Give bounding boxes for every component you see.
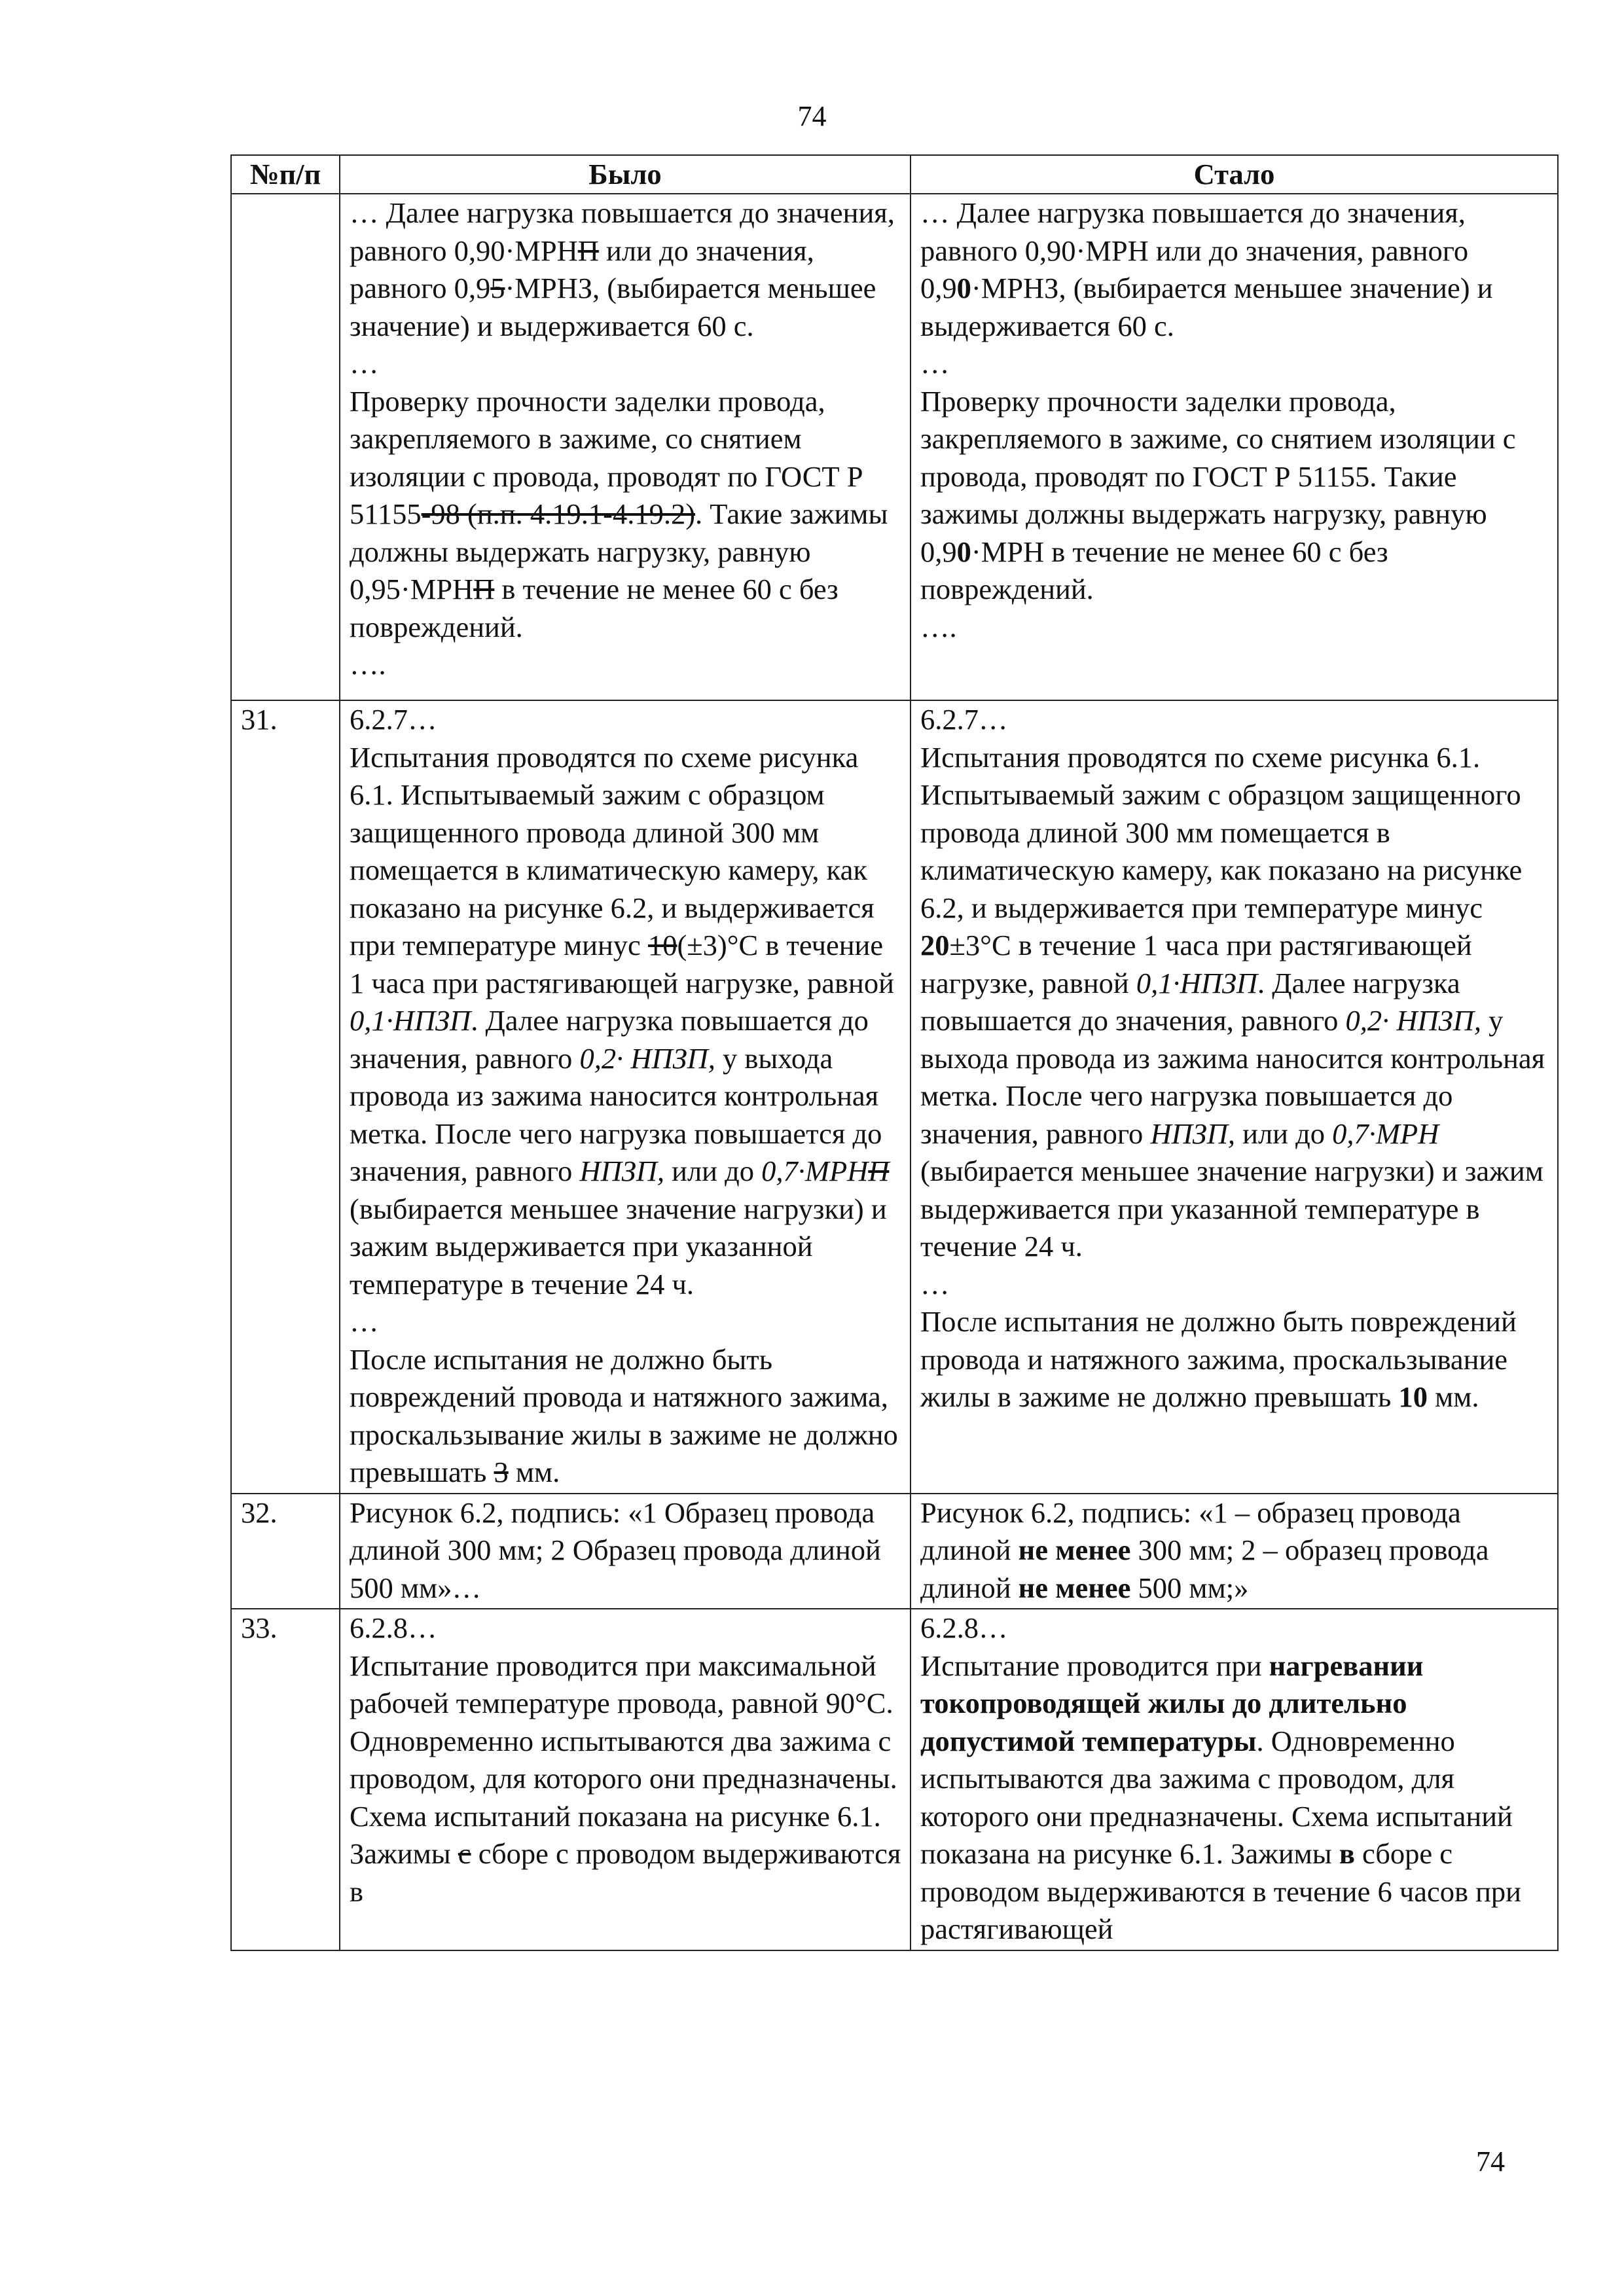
cell-paragraph	[920, 609, 1552, 647]
cell-now	[911, 194, 1558, 700]
comparison-table	[230, 154, 1559, 1951]
text-run: НПЗП,	[579, 1155, 665, 1187]
table-row	[231, 1494, 1558, 1609]
text-run: НПЗП,	[1150, 1117, 1236, 1150]
text-run: у выхода провода из зажима наносится контрольная метка. После чего нагрузка повышается до значения, равного	[920, 1004, 1545, 1150]
text-run: Проверку прочности заделки провода, закрепляемого в зажиме, со снятием изоляции с провода, проводят по ГОСТ Р 51155	[350, 384, 863, 530]
text-run: (выбирается меньшее значение нагрузки) и зажим выдерживается при указанной температуре в течение 24 ч.	[920, 1155, 1543, 1263]
cell-paragraph	[920, 194, 1552, 345]
text-run: не менее	[1018, 1571, 1131, 1604]
text-run: После испытания не должно быть повреждений провода и натяжного зажима, проскальзывание жилы в зажиме не должно превышать	[350, 1342, 898, 1488]
text-run: мм.	[508, 1456, 560, 1488]
text-run: 10	[647, 929, 677, 961]
text-run: После испытания не должно быть повреждений провода и натяжного зажима, проскальзывание жилы в зажиме не должно превышать	[920, 1305, 1517, 1413]
text-run: мм.	[1427, 1380, 1479, 1413]
text-run: Испытание проводится при	[920, 1649, 1269, 1682]
text-run: 0	[956, 535, 971, 568]
page-number-top: 74	[797, 100, 827, 132]
text-run: …	[350, 347, 379, 380]
text-run: в течение не менее 60 с без повреждений.	[350, 573, 839, 643]
text-run: ·МРНЗ, (выбирается меньшее значение) и выдерживается 60 с.	[350, 272, 876, 342]
text-run: … Далее нагрузка повышается до значения, равного 0,90·МРН	[350, 196, 895, 267]
cell-paragraph	[350, 701, 905, 739]
cell-paragraph	[350, 739, 905, 1304]
cell-now	[911, 1609, 1558, 1950]
cell-paragraph	[350, 383, 905, 647]
row-number	[231, 194, 340, 700]
text-run: у выхода провода из зажима наносится контрольная метка. После чего нагрузка повышается до значения, равного	[350, 1041, 882, 1187]
cell-paragraph	[920, 701, 1552, 739]
cell-now	[911, 700, 1558, 1494]
text-run: . Далее нагрузка повышается до значения, равного	[920, 966, 1460, 1037]
text-run: П	[868, 1155, 890, 1187]
text-run: 6.2.8…	[350, 1611, 437, 1644]
cell-paragraph	[920, 1609, 1552, 1647]
text-run: или до значения, равного 0,9	[350, 234, 814, 304]
text-run: Рисунок 6.2, подпись: «1 Образец провода длиной 300 мм; 2 Образец провода длиной 500 мм»…	[350, 1496, 881, 1604]
cell-was	[340, 1494, 911, 1609]
text-run: Испытания проводятся по схеме рисунка 6.1. Испытываемый зажим с образцом защищенного провода длиной 300 мм помещается в климатическую камеру, как показано на рисунке 6.2, и выдерживается при температуре минус	[920, 740, 1523, 924]
text-run: с	[458, 1837, 471, 1870]
text-run: сборе с проводом выдерживаются в течение 6 часов при растягивающей	[920, 1837, 1521, 1945]
cell-paragraph	[920, 1647, 1552, 1948]
cell-paragraph	[350, 1341, 905, 1492]
text-run: или до	[664, 1155, 762, 1187]
text-run: ·МРН в течение не менее 60 с без повреждений.	[920, 535, 1388, 605]
text-run: ·МРНЗ, (выбирается меньшее значение) и выдерживается 60 с.	[920, 272, 1493, 342]
cell-was	[340, 700, 911, 1494]
text-run: 6.2.8…	[920, 1611, 1008, 1644]
text-run: Испытания проводятся по схеме рисунка 6.1. Испытываемый зажим с образцом защищенного провода длиной 300 мм помещается в климатическую камеру, как показано на рисунке 6.2, и выдерживается при температуре минус	[350, 740, 875, 961]
table-row	[231, 700, 1558, 1494]
text-run: (выбирается меньшее значение нагрузки) и зажим выдерживается при указанной температуре в течение 24 ч.	[350, 1192, 887, 1300]
page-number-bottom: 74	[1476, 2145, 1505, 2178]
text-run: или до	[1235, 1117, 1333, 1150]
cell-now	[911, 1494, 1558, 1609]
cell-paragraph	[920, 1266, 1552, 1304]
text-run: …	[920, 1267, 950, 1300]
cell-was	[340, 194, 911, 700]
cell-paragraph	[350, 1494, 905, 1607]
text-run: -98 (п.п. 4.19.1-4.19.2)	[421, 497, 696, 530]
header-was: Было	[340, 155, 911, 194]
row-number: 32.	[231, 1494, 340, 1609]
text-run: 0,2· НПЗП,	[1345, 1004, 1481, 1037]
text-run: 0,1·НПЗП	[350, 1004, 471, 1037]
cell-paragraph	[350, 1609, 905, 1647]
text-run: П	[473, 573, 495, 605]
text-run: 0,2· НПЗП,	[579, 1041, 715, 1075]
text-run: 500 мм;»	[1130, 1571, 1249, 1604]
table-row	[231, 1609, 1558, 1950]
text-run: ….	[920, 610, 957, 643]
text-run: . Такие зажимы должны выдержать нагрузку, равную 0,95·МРН	[350, 497, 888, 605]
text-run: 0	[956, 272, 971, 304]
text-run: Рисунок 6.2, подпись: «1 – образец провода длиной	[920, 1496, 1461, 1566]
text-run: сборе с проводом выдерживаются в	[350, 1837, 901, 1908]
cell-paragraph	[350, 345, 905, 383]
text-run: 300 мм; 2 – образец провода длиной	[920, 1534, 1489, 1604]
text-run: 5	[490, 272, 505, 304]
text-run: (±3)°С в течение 1 часа при растягивающей нагрузке, равной	[350, 929, 894, 999]
table-header-row	[231, 155, 1558, 194]
row-number: 31.	[231, 700, 340, 1494]
cell-paragraph	[920, 739, 1552, 1266]
text-run: нагревании токопроводящей жилы до длительно допустимой температуры	[920, 1649, 1424, 1757]
cell-was	[340, 1609, 911, 1950]
text-run: 0,1·НПЗП	[1136, 966, 1258, 999]
table-row	[231, 194, 1558, 700]
header-now: Стало	[911, 155, 1558, 194]
text-run: не менее	[1018, 1534, 1131, 1566]
cell-paragraph	[350, 1303, 905, 1341]
row-number: 33.	[231, 1609, 340, 1950]
text-run: ±3°С в течение 1 часа при растягивающей нагрузке, равной	[920, 929, 1472, 999]
text-run: 20	[920, 929, 950, 961]
text-run: . Одновременно испытываются два зажима с проводом, для которого они предназначены. Схема испытаний показана на рисунке 6.1. Зажимы	[920, 1724, 1513, 1870]
text-run: 0,7·МРН	[1332, 1117, 1439, 1150]
text-run: 10	[1398, 1380, 1428, 1413]
cell-paragraph	[350, 646, 905, 684]
text-run: П	[577, 234, 599, 267]
text-run: . Далее нагрузка повышается до значения, равного	[350, 1004, 869, 1075]
text-run: в	[1339, 1837, 1355, 1870]
text-run: 3	[494, 1456, 509, 1488]
text-run: Проверку прочности заделки провода, закрепляемого в зажиме, со снятием изоляции с провода, проводят по ГОСТ Р 51155. Такие зажимы должны выдержать нагрузку, равную 0,9	[920, 384, 1516, 568]
text-run: Испытание проводится при максимальной рабочей температуре провода, равной 90°С. Одновременно испытываются два зажима с проводом, для которого они предназначены. Схема испытаний показана на рисунке 6.1. Зажимы	[350, 1649, 897, 1870]
text-run: 0,7·МРН	[761, 1155, 869, 1187]
cell-paragraph	[920, 1494, 1552, 1607]
text-run: …	[920, 347, 950, 380]
text-run: …	[350, 1305, 379, 1338]
text-run: … Далее нагрузка повышается до значения, равного 0,90·МРН или до значения, равного 0,9	[920, 196, 1469, 304]
cell-paragraph	[920, 345, 1552, 383]
cell-paragraph	[350, 194, 905, 345]
cell-paragraph	[350, 1647, 905, 1911]
cell-paragraph	[920, 383, 1552, 609]
text-run: 6.2.7…	[920, 703, 1008, 736]
cell-paragraph	[920, 1303, 1552, 1416]
header-num: №п/п	[231, 155, 340, 194]
text-run: 6.2.7…	[350, 703, 437, 736]
text-run: ….	[350, 648, 386, 681]
